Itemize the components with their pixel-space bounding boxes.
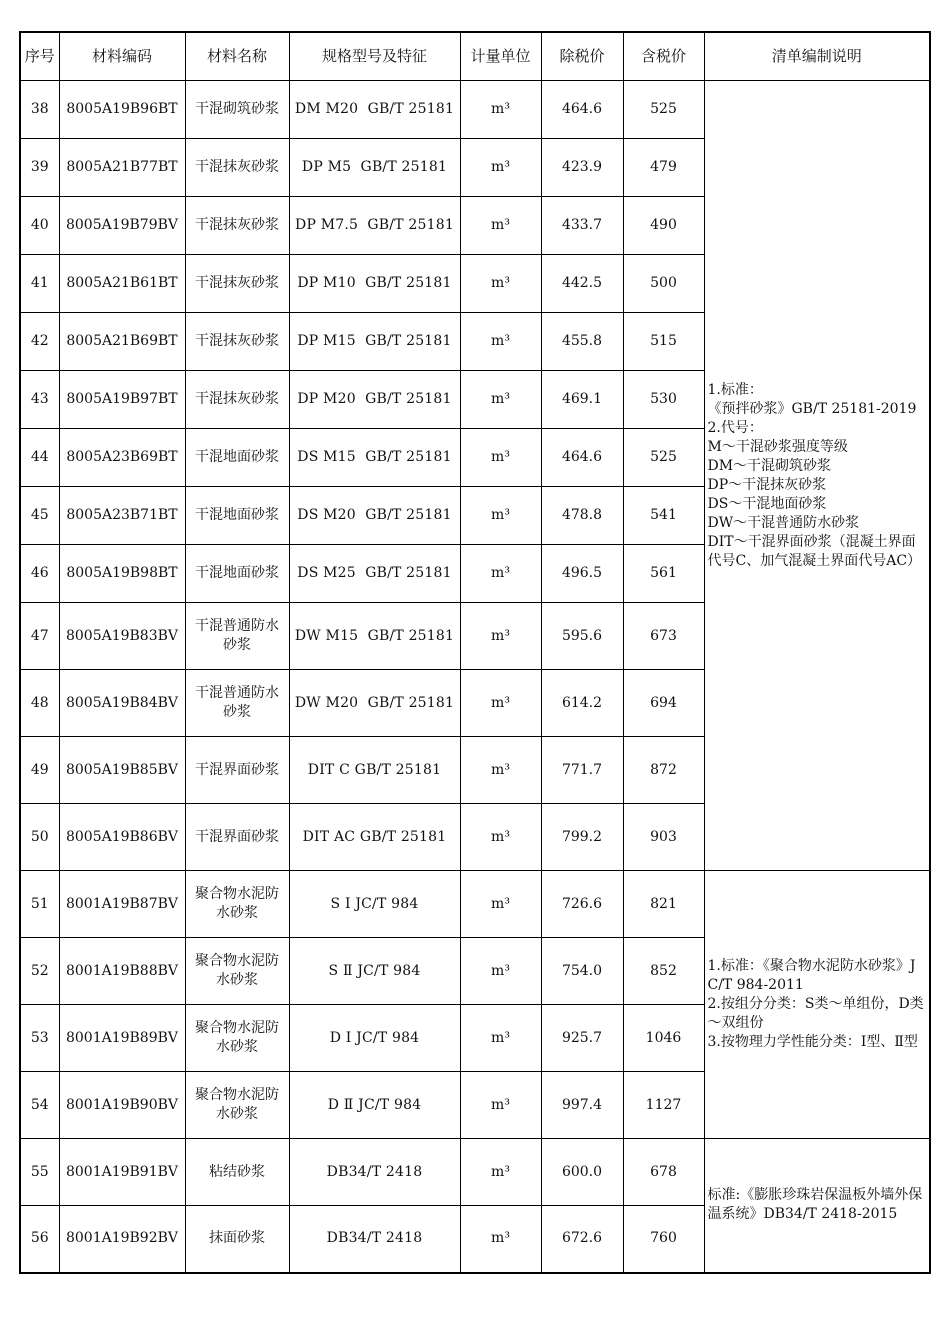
- unit: m³: [460, 1139, 541, 1206]
- material-name: 聚合物水泥防水砂浆: [185, 938, 289, 1005]
- header-unit: 计量单位: [460, 32, 541, 81]
- row-no: 51: [20, 871, 59, 938]
- price-in-tax: 525: [623, 81, 704, 139]
- price-in-tax: 903: [623, 804, 704, 871]
- row-no: 48: [20, 670, 59, 737]
- spec-model: S Ⅱ JC/T 984: [289, 938, 460, 1005]
- price-ex-tax: 455.8: [541, 313, 623, 371]
- note-line: DW～干混普通防水砂浆: [707, 514, 860, 531]
- notes-cell: [704, 871, 930, 1139]
- header-price-ex-tax: 除税价: [541, 32, 623, 81]
- price-in-tax: 525: [623, 429, 704, 487]
- material-code: 8005A21B77BT: [59, 139, 185, 197]
- material-name: 干混地面砂浆: [185, 545, 289, 603]
- note-line: 《预拌砂浆》GB/T 25181-2019: [707, 400, 917, 417]
- price-ex-tax: 600.0: [541, 1139, 623, 1206]
- unit: m³: [460, 871, 541, 938]
- material-code: 8005A19B83BV: [59, 603, 185, 670]
- note-line: 1.标准：《聚合物水泥防水砂浆》JC/T 984-2011: [707, 958, 916, 993]
- unit: m³: [460, 737, 541, 804]
- unit: m³: [460, 603, 541, 670]
- price-ex-tax: 799.2: [541, 804, 623, 871]
- material-name: 干混地面砂浆: [185, 487, 289, 545]
- table-row: [20, 1139, 930, 1206]
- price-in-tax: 852: [623, 938, 704, 1005]
- unit: m³: [460, 1005, 541, 1072]
- spec-model: DB34/T 2418: [289, 1206, 460, 1273]
- row-no: 50: [20, 804, 59, 871]
- material-code: 8005A19B97BT: [59, 371, 185, 429]
- spec-model: DP M15 GB/T 25181: [289, 313, 460, 371]
- price-in-tax: 821: [623, 871, 704, 938]
- row-no: 43: [20, 371, 59, 429]
- price-in-tax: 561: [623, 545, 704, 603]
- price-ex-tax: 464.6: [541, 429, 623, 487]
- material-code: 8005A21B69BT: [59, 313, 185, 371]
- price-ex-tax: 478.8: [541, 487, 623, 545]
- price-ex-tax: 672.6: [541, 1206, 623, 1273]
- material-name: 抹面砂浆: [185, 1206, 289, 1273]
- note-line: 2.按组分分类：S类～单组份，D类～双组份: [707, 996, 924, 1031]
- notes-cell: [704, 81, 930, 871]
- price-ex-tax: 925.7: [541, 1005, 623, 1072]
- unit: m³: [460, 670, 541, 737]
- material-code: 8005A19B79BV: [59, 197, 185, 255]
- spec-model: D Ⅱ JC/T 984: [289, 1072, 460, 1139]
- price-in-tax: 1127: [623, 1072, 704, 1139]
- material-code: 8005A19B96BT: [59, 81, 185, 139]
- unit: m³: [460, 804, 541, 871]
- unit: m³: [460, 1206, 541, 1273]
- price-in-tax: 515: [623, 313, 704, 371]
- note-line: DS～干混地面砂浆: [707, 495, 827, 512]
- header-name: 材料名称: [185, 32, 289, 81]
- header-spec: 规格型号及特征: [289, 32, 460, 81]
- note-line: 标准:《膨胀珍珠岩保温板外墙外保温系统》DB34/T 2418-2015: [707, 1187, 923, 1223]
- unit: m³: [460, 81, 541, 139]
- row-no: 53: [20, 1005, 59, 1072]
- notes-cell: [704, 1139, 930, 1273]
- material-code: 8005A23B69BT: [59, 429, 185, 487]
- row-no: 40: [20, 197, 59, 255]
- spec-model: DIT AC GB/T 25181: [289, 804, 460, 871]
- material-name: 干混普通防水砂浆: [185, 603, 289, 670]
- material-name: 干混抹灰砂浆: [185, 139, 289, 197]
- header-no: 序号: [20, 32, 59, 81]
- price-ex-tax: 771.7: [541, 737, 623, 804]
- price-in-tax: 673: [623, 603, 704, 670]
- table-row: [20, 871, 930, 938]
- spec-model: DB34/T 2418: [289, 1139, 460, 1206]
- row-no: 42: [20, 313, 59, 371]
- spec-model: DP M5 GB/T 25181: [289, 139, 460, 197]
- price-ex-tax: 442.5: [541, 255, 623, 313]
- material-name: 干混地面砂浆: [185, 429, 289, 487]
- unit: m³: [460, 197, 541, 255]
- price-in-tax: 479: [623, 139, 704, 197]
- material-code: 8005A21B61BT: [59, 255, 185, 313]
- spec-model: DS M25 GB/T 25181: [289, 545, 460, 603]
- header-row: [20, 32, 930, 81]
- price-in-tax: 541: [623, 487, 704, 545]
- row-no: 55: [20, 1139, 59, 1206]
- material-price-table: [19, 31, 931, 1274]
- material-name: 干混界面砂浆: [185, 804, 289, 871]
- header-notes: 清单编制说明: [704, 32, 930, 81]
- header-price-in-tax: 含税价: [623, 32, 704, 81]
- note-line: DP～干混抹灰砂浆: [707, 476, 827, 493]
- unit: m³: [460, 1072, 541, 1139]
- price-in-tax: 1046: [623, 1005, 704, 1072]
- row-no: 47: [20, 603, 59, 670]
- price-in-tax: 872: [623, 737, 704, 804]
- price-ex-tax: 997.4: [541, 1072, 623, 1139]
- material-name: 聚合物水泥防水砂浆: [185, 1072, 289, 1139]
- material-code: 8005A19B98BT: [59, 545, 185, 603]
- material-name: 聚合物水泥防水砂浆: [185, 871, 289, 938]
- table-row: [20, 81, 930, 139]
- price-ex-tax: 469.1: [541, 371, 623, 429]
- material-name: 干混界面砂浆: [185, 737, 289, 804]
- material-code: 8005A19B86BV: [59, 804, 185, 871]
- material-name: 干混普通防水砂浆: [185, 670, 289, 737]
- spec-model: S Ⅰ JC/T 984: [289, 871, 460, 938]
- price-ex-tax: 595.6: [541, 603, 623, 670]
- row-no: 49: [20, 737, 59, 804]
- row-no: 52: [20, 938, 59, 1005]
- unit: m³: [460, 487, 541, 545]
- unit: m³: [460, 255, 541, 313]
- material-name: 干混抹灰砂浆: [185, 197, 289, 255]
- row-no: 46: [20, 545, 59, 603]
- spec-model: DP M10 GB/T 25181: [289, 255, 460, 313]
- price-ex-tax: 754.0: [541, 938, 623, 1005]
- price-in-tax: 760: [623, 1206, 704, 1273]
- material-code: 8005A23B71BT: [59, 487, 185, 545]
- price-ex-tax: 614.2: [541, 670, 623, 737]
- price-in-tax: 694: [623, 670, 704, 737]
- unit: m³: [460, 545, 541, 603]
- spec-model: DM M20 GB/T 25181: [289, 81, 460, 139]
- note-line: DIT～干混界面砂浆（混凝土界面代号C、加气混凝土界面代号AC）: [707, 533, 922, 569]
- note-line: DM～干混砌筑砂浆: [707, 457, 832, 474]
- material-code: 8001A19B91BV: [59, 1139, 185, 1206]
- price-in-tax: 500: [623, 255, 704, 313]
- material-code: 8005A19B85BV: [59, 737, 185, 804]
- spec-model: DS M20 GB/T 25181: [289, 487, 460, 545]
- material-code: 8001A19B92BV: [59, 1206, 185, 1273]
- price-in-tax: 530: [623, 371, 704, 429]
- material-name: 干混抹灰砂浆: [185, 313, 289, 371]
- price-ex-tax: 496.5: [541, 545, 623, 603]
- unit: m³: [460, 429, 541, 487]
- material-code: 8001A19B89BV: [59, 1005, 185, 1072]
- unit: m³: [460, 313, 541, 371]
- spec-model: DP M20 GB/T 25181: [289, 371, 460, 429]
- material-name: 粘结砂浆: [185, 1139, 289, 1206]
- row-no: 38: [20, 81, 59, 139]
- material-name: 聚合物水泥防水砂浆: [185, 1005, 289, 1072]
- row-no: 41: [20, 255, 59, 313]
- price-ex-tax: 433.7: [541, 197, 623, 255]
- material-name: 干混砌筑砂浆: [185, 81, 289, 139]
- header-code: 材料编码: [59, 32, 185, 81]
- price-ex-tax: 726.6: [541, 871, 623, 938]
- row-no: 44: [20, 429, 59, 487]
- row-no: 45: [20, 487, 59, 545]
- price-in-tax: 678: [623, 1139, 704, 1206]
- row-no: 56: [20, 1206, 59, 1273]
- spec-model: DW M20 GB/T 25181: [289, 670, 460, 737]
- table-body: [20, 81, 930, 1273]
- note-line: 3.按物理力学性能分类：Ⅰ型、Ⅱ型: [707, 1034, 918, 1050]
- material-name: 干混抹灰砂浆: [185, 371, 289, 429]
- price-in-tax: 490: [623, 197, 704, 255]
- spec-model: DIT C GB/T 25181: [289, 737, 460, 804]
- material-code: 8001A19B90BV: [59, 1072, 185, 1139]
- price-ex-tax: 464.6: [541, 81, 623, 139]
- material-name: 干混抹灰砂浆: [185, 255, 289, 313]
- spec-model: DP M7.5 GB/T 25181: [289, 197, 460, 255]
- material-code: 8001A19B87BV: [59, 871, 185, 938]
- price-ex-tax: 423.9: [541, 139, 623, 197]
- row-no: 54: [20, 1072, 59, 1139]
- unit: m³: [460, 371, 541, 429]
- unit: m³: [460, 139, 541, 197]
- material-code: 8005A19B84BV: [59, 670, 185, 737]
- note-line: M～干混砂浆强度等级: [707, 438, 848, 455]
- note-line: 2.代号：: [707, 419, 763, 436]
- material-code: 8001A19B88BV: [59, 938, 185, 1005]
- spec-model: DS M15 GB/T 25181: [289, 429, 460, 487]
- note-line: 1.标准：: [707, 381, 763, 398]
- row-no: 39: [20, 139, 59, 197]
- spec-model: D Ⅰ JC/T 984: [289, 1005, 460, 1072]
- spec-model: DW M15 GB/T 25181: [289, 603, 460, 670]
- unit: m³: [460, 938, 541, 1005]
